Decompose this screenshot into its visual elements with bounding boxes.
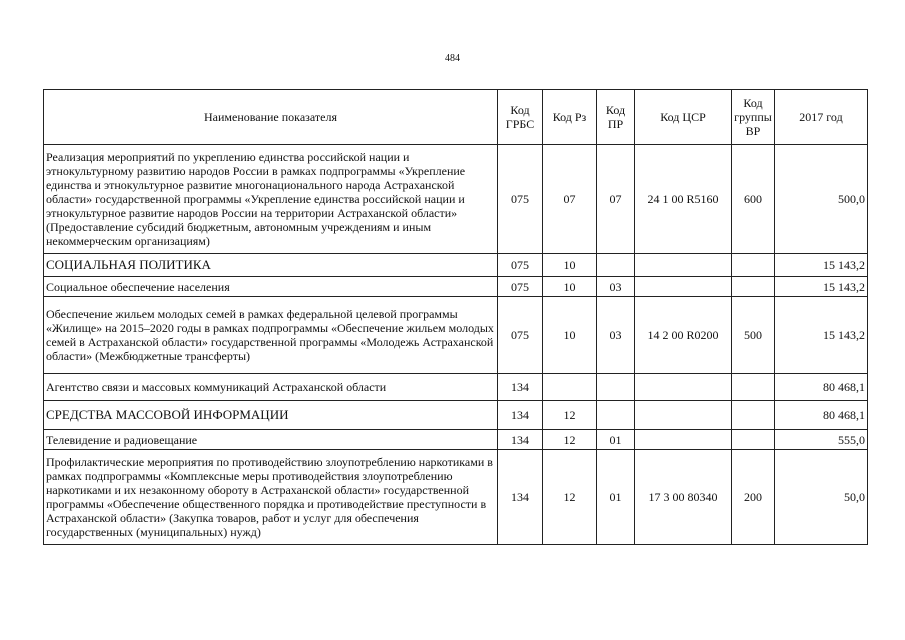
table-row — [44, 401, 868, 430]
row-rz: 07 — [543, 145, 597, 254]
header-pr: Код ПР — [597, 90, 635, 145]
row-vr: 200 — [732, 450, 775, 545]
row-rz: 10 — [543, 277, 597, 297]
table-row — [44, 254, 868, 277]
row-name: Реализация мероприятий по укреплению единства российской нации и этнокультурному развитию народов России в рамках подпрограммы «Укрепление единства и этнокультурное развитие многонационального народа Астраханской области» государственной программы «Укрепление единства российской нации и этнокультурное развитие народов России на территории Астраханской области» (Предоставление субсидий бюджетным, автономным учреждениям и иным некоммерческим организациям) — [44, 145, 498, 254]
row-csr: 14 2 00 R0200 — [635, 297, 732, 374]
row-pr — [597, 374, 635, 401]
row-amount: 555,0 — [775, 430, 868, 450]
row-rz — [543, 374, 597, 401]
row-vr — [732, 430, 775, 450]
row-grbs: 075 — [498, 277, 543, 297]
row-amount: 15 143,2 — [775, 297, 868, 374]
row-csr — [635, 254, 732, 277]
row-amount: 80 468,1 — [775, 401, 868, 430]
row-grbs: 075 — [498, 145, 543, 254]
table-row — [44, 450, 868, 545]
row-csr — [635, 401, 732, 430]
row-csr — [635, 374, 732, 401]
table-row — [44, 297, 868, 374]
row-csr: 24 1 00 R5160 — [635, 145, 732, 254]
row-grbs: 075 — [498, 254, 543, 277]
row-name: Телевидение и радиовещание — [44, 430, 498, 450]
row-grbs: 134 — [498, 374, 543, 401]
row-name: Профилактические мероприятия по противодействию злоупотреблению наркотиками в рамках подпрограммы «Комплексные меры противодействия злоупотреблению наркотиками и их незаконному обороту в Астраханской области» государственной программы «Обеспечение общественного порядка и противодействие преступности в Астраханской области» (Закупка товаров, работ и услуг для обеспечения государственных (муниципальных) нужд) — [44, 450, 498, 545]
header-csr: Код ЦСР — [635, 90, 732, 145]
row-name: СРЕДСТВА МАССОВОЙ ИНФОРМАЦИИ — [44, 401, 498, 430]
row-rz: 10 — [543, 254, 597, 277]
row-grbs: 134 — [498, 430, 543, 450]
budget-table — [43, 89, 868, 545]
row-rz: 12 — [543, 450, 597, 545]
row-pr — [597, 401, 635, 430]
table-row — [44, 430, 868, 450]
row-pr: 01 — [597, 430, 635, 450]
row-vr — [732, 277, 775, 297]
header-vr: Код группы ВР — [732, 90, 775, 145]
row-pr: 07 — [597, 145, 635, 254]
row-rz: 12 — [543, 430, 597, 450]
table-row — [44, 374, 868, 401]
row-amount: 15 143,2 — [775, 277, 868, 297]
row-pr: 03 — [597, 277, 635, 297]
row-amount: 80 468,1 — [775, 374, 868, 401]
row-csr — [635, 277, 732, 297]
row-csr: 17 3 00 80340 — [635, 450, 732, 545]
row-pr: 01 — [597, 450, 635, 545]
row-amount: 15 143,2 — [775, 254, 868, 277]
row-name: Агентство связи и массовых коммуникаций Астраханской области — [44, 374, 498, 401]
row-pr — [597, 254, 635, 277]
table-row — [44, 277, 868, 297]
header-grbs: Код ГРБС — [498, 90, 543, 145]
row-grbs: 134 — [498, 401, 543, 430]
row-amount: 500,0 — [775, 145, 868, 254]
row-grbs: 075 — [498, 297, 543, 374]
row-vr — [732, 401, 775, 430]
row-amount: 50,0 — [775, 450, 868, 545]
header-row — [44, 90, 868, 145]
row-rz: 12 — [543, 401, 597, 430]
header-rz: Код Рз — [543, 90, 597, 145]
row-pr: 03 — [597, 297, 635, 374]
table-row — [44, 145, 868, 254]
row-name: СОЦИАЛЬНАЯ ПОЛИТИКА — [44, 254, 498, 277]
row-name: Обеспечение жильем молодых семей в рамках федеральной целевой программы «Жилище» на 2015–2020 годы в рамках подпрограммы «Обеспечение жильем молодых семей в Астраханской области» государственной программы «Молодежь Астраханской области» (Межбюджетные трансферты) — [44, 297, 498, 374]
row-csr — [635, 430, 732, 450]
header-name: Наименование показателя — [44, 90, 498, 145]
page-number: 484 — [445, 53, 460, 64]
row-vr — [732, 374, 775, 401]
header-year: 2017 год — [775, 90, 868, 145]
row-vr — [732, 254, 775, 277]
row-rz: 10 — [543, 297, 597, 374]
row-name: Социальное обеспечение населения — [44, 277, 498, 297]
row-vr: 500 — [732, 297, 775, 374]
row-grbs: 134 — [498, 450, 543, 545]
row-vr: 600 — [732, 145, 775, 254]
